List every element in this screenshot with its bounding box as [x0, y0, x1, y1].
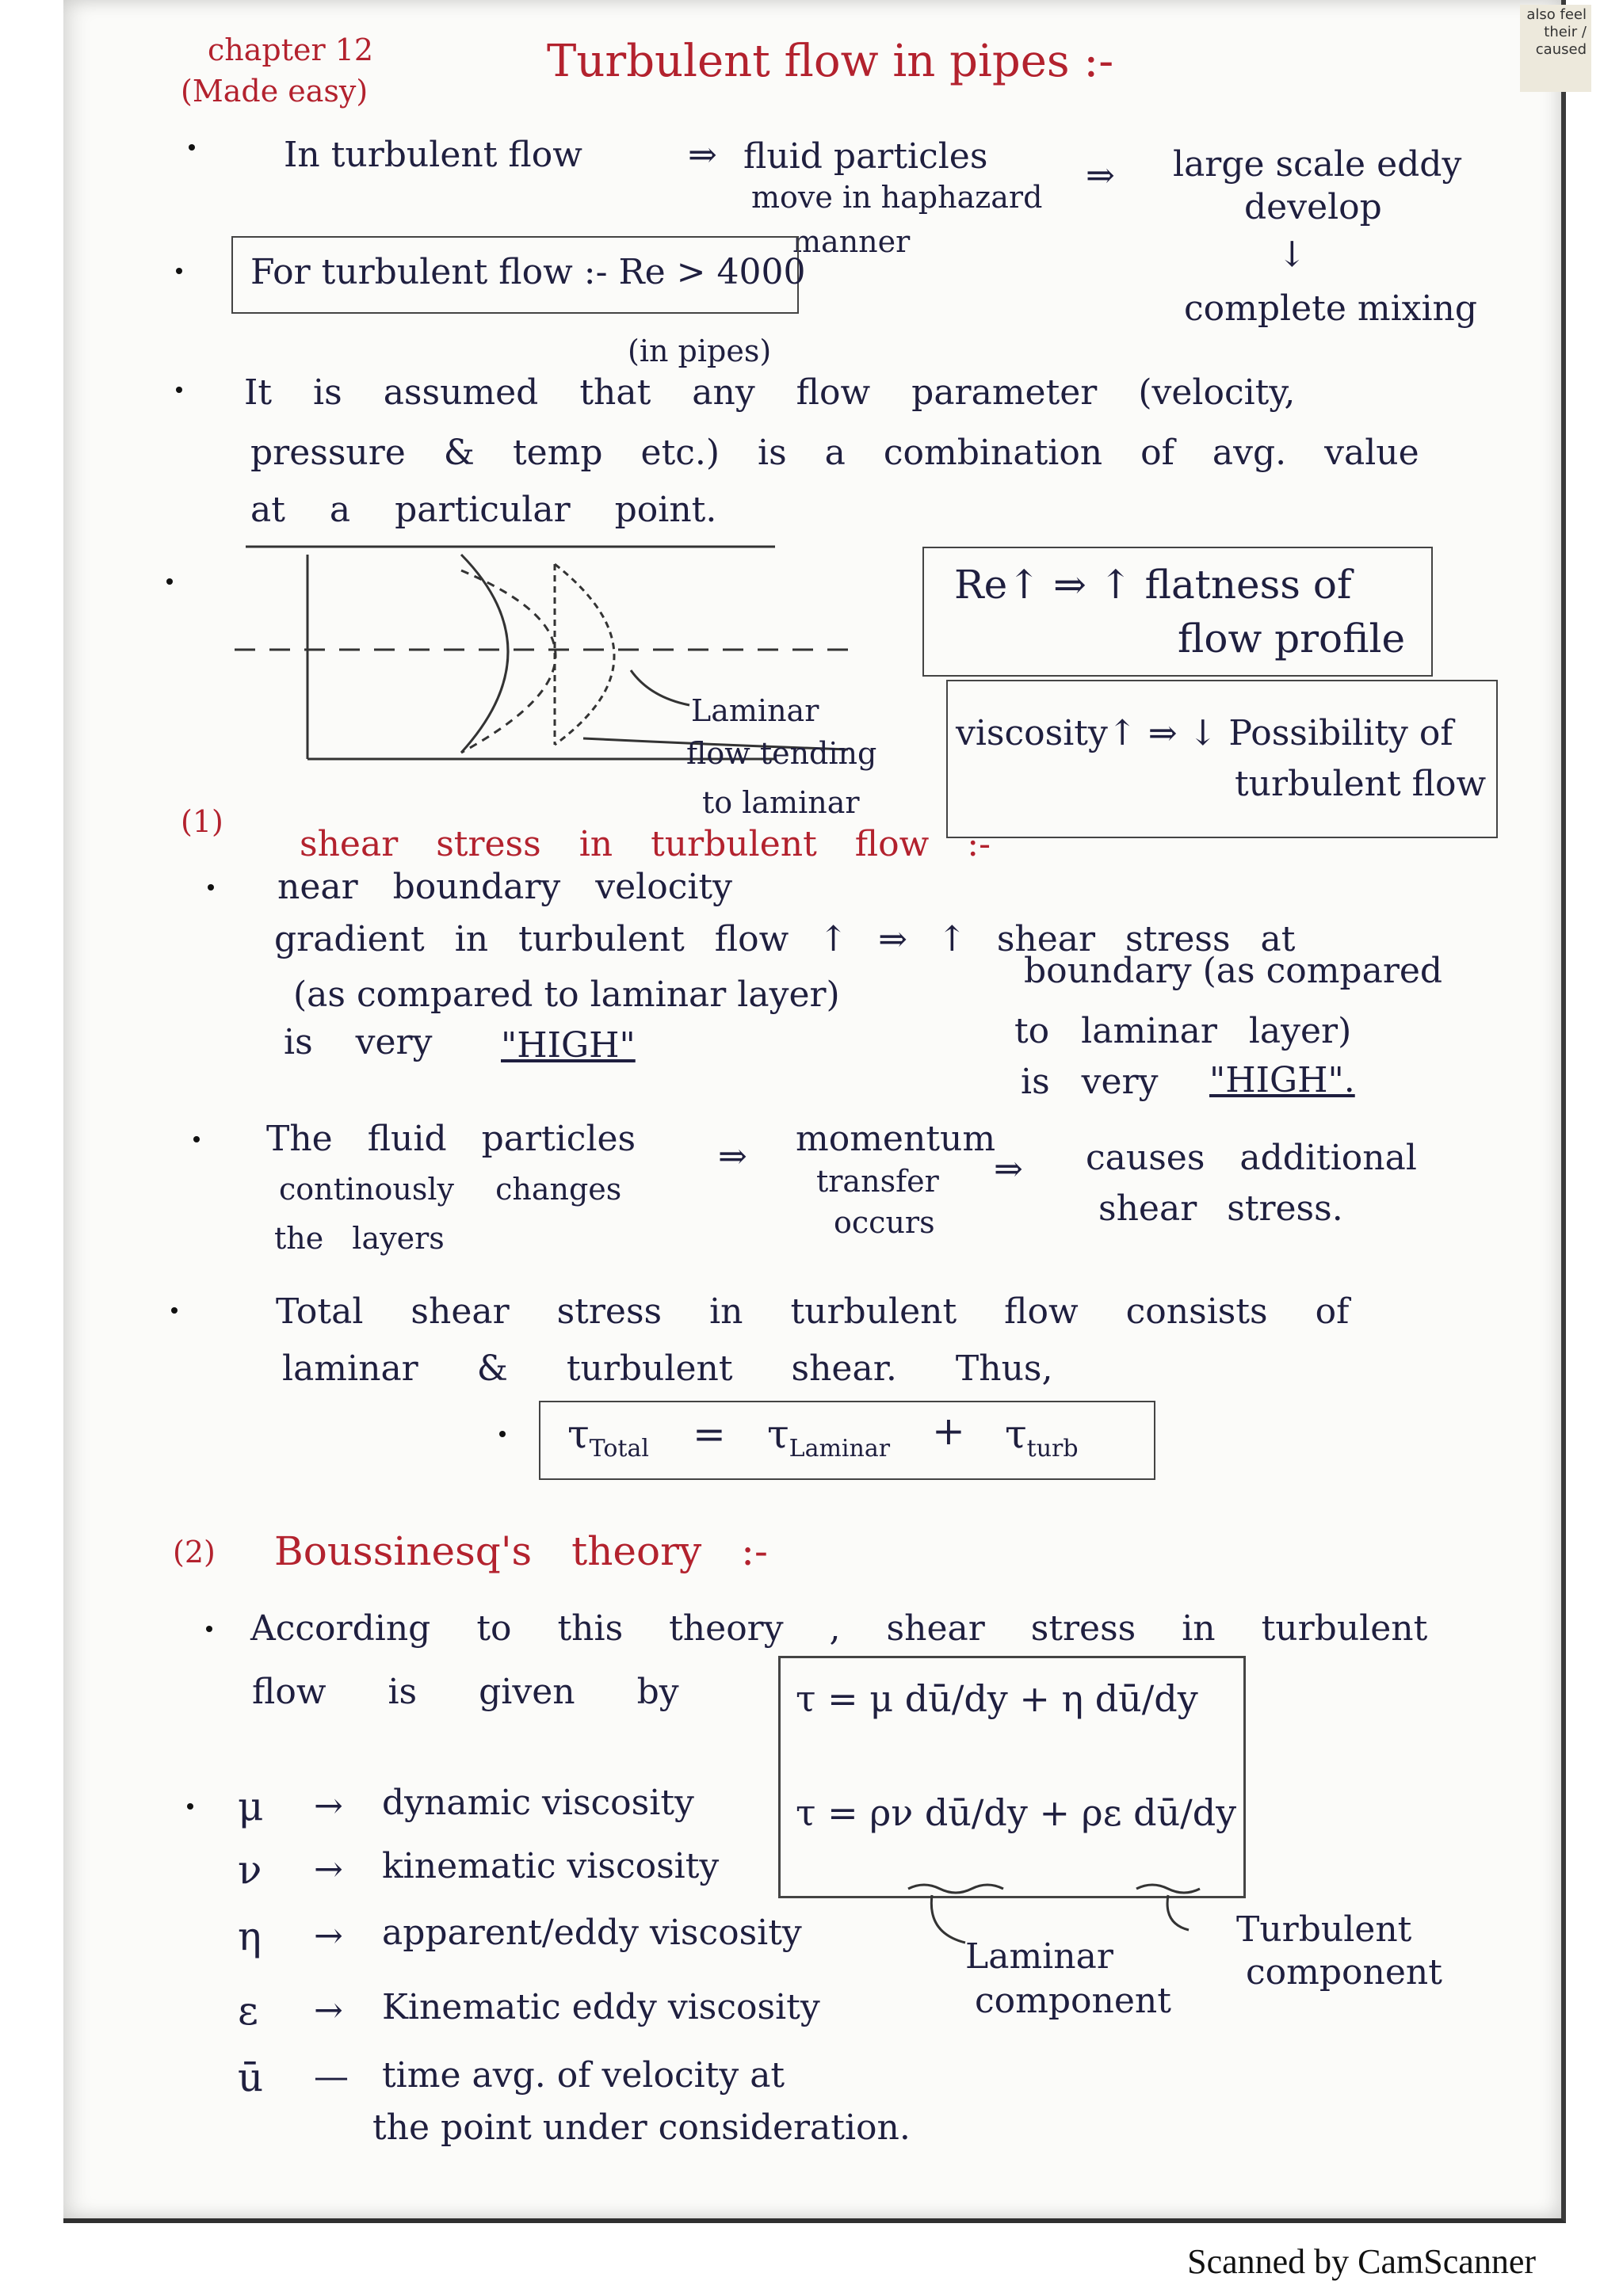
- tending-label-1: flow tending: [686, 736, 877, 771]
- s1-p1-right-3: is very: [1021, 1062, 1159, 1102]
- s1-p2-line-2: continously changes: [279, 1172, 622, 1207]
- s1-p2-transfer: transfer: [816, 1164, 939, 1199]
- s1-p1-line-3: (as compared to laminar layer): [293, 974, 840, 1015]
- mixing-text: complete mixing: [1184, 288, 1478, 329]
- adjacent-page-snippet: also feel their / caused: [1520, 5, 1591, 92]
- laminar-component-1: Laminar: [965, 1936, 1113, 1977]
- s1-p2-occurs: occurs: [834, 1205, 935, 1240]
- assumption-line-3: at a particular point.: [250, 490, 717, 530]
- def-text: Kinematic eddy viscosity: [382, 1987, 820, 2027]
- down-arrow: ↓: [1277, 235, 1307, 275]
- assumption-line-1: It is assumed that any flow parameter (velocity,: [244, 372, 1296, 413]
- def-arrow: →: [314, 1786, 343, 1826]
- def-text: dynamic viscosity: [382, 1783, 694, 1823]
- eq-equals: =: [693, 1411, 726, 1457]
- eq-tau-total: $\tau_{Total}$: [567, 1411, 649, 1463]
- page-title: Turbulent flow in pipes :-: [547, 36, 1114, 87]
- viscosity-line-2: turbulent flow: [1235, 764, 1487, 804]
- s1-p1-right-2: to laminar layer): [1014, 1011, 1352, 1051]
- def-text: kinematic viscosity: [382, 1846, 720, 1886]
- s1-p3-line-1: Total shear stress in turbulent flow consists of: [276, 1291, 1350, 1332]
- reynolds-note: (in pipes): [628, 334, 772, 368]
- re-flatness-line-1: Re↑ ⇒ ↑ flatness of: [954, 562, 1352, 608]
- def-arrow: →: [314, 1849, 343, 1890]
- s1-p2-shear: shear stress.: [1098, 1188, 1343, 1229]
- boussinesq-eq-2: τ = ρν dū/dy + ρε dū/dy: [796, 1791, 1237, 1834]
- s1-p1-line-4: is very: [284, 1022, 433, 1062]
- def-symbol: ν: [238, 1847, 262, 1893]
- eq-tau-turbulent: $\tau_{turb}$: [1005, 1411, 1079, 1463]
- s1-p1-right-1: boundary (as compared: [1024, 951, 1443, 991]
- s1-p2-momentum: momentum: [796, 1119, 996, 1159]
- reynolds-text: For turbulent flow :- Re > 4000: [250, 252, 806, 292]
- def-symbol: μ: [238, 1783, 264, 1829]
- intro-manner: manner: [792, 224, 911, 259]
- tending-label-2: to laminar: [702, 785, 860, 820]
- s1-p2-arrow-2: ⇒: [994, 1149, 1023, 1189]
- s1-p2-line-1: The fluid particles: [266, 1119, 636, 1159]
- eddy-text: large scale eddy: [1173, 144, 1462, 185]
- s2-line-1: According to this theory , shear stress in turbulent: [250, 1608, 1428, 1649]
- turbulent-component-2: component: [1246, 1952, 1442, 1993]
- intro-arrow: ⇒: [688, 135, 717, 175]
- s1-p2-causes: causes additional: [1086, 1138, 1417, 1178]
- s1-p1-line-1: near boundary velocity: [277, 867, 732, 907]
- def-symbol: ε: [238, 1988, 258, 2034]
- re-flatness-line-2: flow profile: [1178, 616, 1406, 662]
- eddy-develop: develop: [1244, 187, 1382, 227]
- boussinesq-eq-1: τ = μ dū/dy + η dū/dy: [796, 1677, 1198, 1720]
- def-arrow: →: [314, 1916, 343, 1956]
- laminar-label: Laminar: [691, 693, 819, 728]
- def-symbol: η: [238, 1913, 262, 1959]
- def-symbol: ū: [238, 2054, 264, 2100]
- chapter-label: chapter 12: [208, 32, 374, 67]
- s1-p1-high: "HIGH": [501, 1025, 636, 1066]
- laminar-component-2: component: [975, 1981, 1171, 2021]
- intro-line: In turbulent flow: [284, 135, 582, 175]
- viscosity-line-1: viscosity↑ ⇒ ↓ Possibility of: [956, 713, 1453, 753]
- turbulent-component-1: Turbulent: [1236, 1909, 1412, 1950]
- intro-particles: fluid particles: [743, 136, 988, 177]
- assumption-line-2: pressure & temp etc.) is a combination of avg. value: [250, 433, 1419, 473]
- section-2-number: (2): [173, 1535, 216, 1569]
- bullet: [187, 1803, 193, 1810]
- s1-p1-right-high: "HIGH".: [1209, 1060, 1355, 1100]
- s2-line-2: flow is given by: [252, 1672, 679, 1712]
- eq-tau-laminar: $\tau_{Laminar}$: [767, 1411, 891, 1463]
- def-text: apparent/eddy viscosity: [382, 1913, 802, 1953]
- def-arrow: →: [314, 1990, 343, 2031]
- intro-arrow-2: ⇒: [1086, 155, 1115, 196]
- def-text-continuation: the point under consideration.: [372, 2107, 911, 2148]
- eq-plus: +: [932, 1408, 965, 1454]
- intro-move: move in haphazard: [751, 180, 1043, 215]
- section-1-title: shear stress in turbulent flow :-: [300, 824, 991, 864]
- s1-p2-arrow-1: ⇒: [718, 1136, 747, 1177]
- s1-p1-line-2: gradient in turbulent flow ↑ ⇒ ↑ shear stress at: [274, 919, 1296, 959]
- source-label: (Made easy): [181, 74, 369, 109]
- s1-p2-line-3: the layers: [274, 1221, 445, 1256]
- def-text: time avg. of velocity at: [382, 2055, 785, 2096]
- section-1-number: (1): [181, 804, 223, 839]
- s1-p3-line-2: laminar & turbulent shear. Thus,: [282, 1348, 1053, 1389]
- def-arrow: —: [314, 2057, 349, 2097]
- section-2-title: Boussinesq's theory :-: [274, 1528, 768, 1574]
- scanner-watermark: Scanned by CamScanner: [1187, 2242, 1536, 2281]
